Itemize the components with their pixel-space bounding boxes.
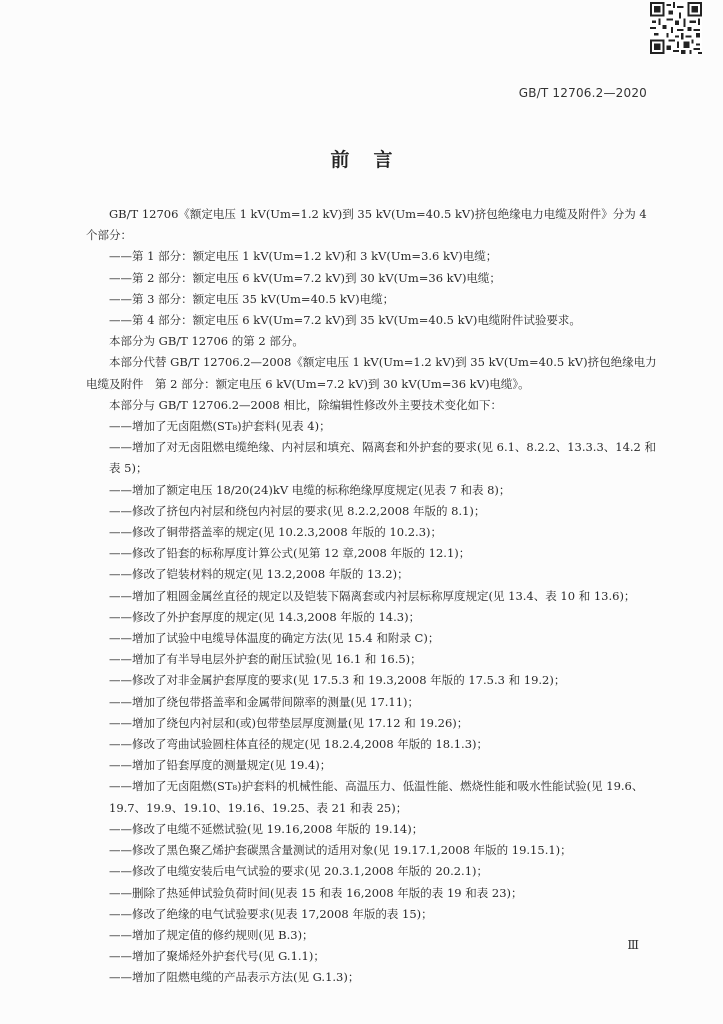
page-number: Ⅲ — [627, 938, 639, 952]
scope-paragraph: 本部分为 GB/T 12706 的第 2 部分。 — [109, 334, 304, 349]
list-item: ——修改了外护套厚度的规定(见 14.3,2008 年版的 14.3)； — [109, 609, 421, 624]
list-item: ——修改了挤包内衬层和绕包内衬层的要求(见 8.2.2,2008 年版的 8.1)； — [109, 503, 486, 518]
list-item: ——修改了电缆不延燃试验(见 19.16,2008 年版的 19.14)； — [109, 821, 424, 836]
list-item: ——增加了阻燃电缆的产品表示方法(见 G.1.3)； — [109, 970, 360, 985]
list-item: ——第 3 部分：额定电压 35 kV(Um=40.5 kV)电缆； — [109, 291, 395, 306]
list-item: ——增加了聚烯烃外护套代号(见 G.1.1)； — [109, 949, 325, 964]
intro-paragraph: GB/T 12706《额定电压 1 kV(Um=1.2 kV)到 35 kV(Um=40.5 kV)挤包绝缘电力电缆及附件》分为 4 个部分： — [86, 207, 647, 243]
list-item: ——修改了黑色聚乙烯护套碳黑含量测试的适用对象(见 19.17.1,2008 年版的 19.15.1)； — [109, 843, 572, 858]
list-item: ——增加了无卤阻燃(ST₈)护套料的机械性能、高温压力、低温性能、燃烧性能和吸水性能试验(见 19.6、19.7、19.9、19.10、19.16、19.25、表 21 和表 25)； — [109, 779, 644, 815]
list-item: ——增加了额定电压 18/20(24)kV 电缆的标称绝缘厚度规定(见表 7 和表 8)； — [109, 482, 511, 497]
changes-intro-paragraph: 本部分与 GB/T 12706.2—2008 相比，除编辑性修改外主要技术变化如下： — [109, 397, 502, 412]
list-item: ——增加了有半导电层外护套的耐压试验(见 16.1 和 16.5)； — [109, 652, 422, 667]
list-item: ——修改了铠装材料的规定(见 13.2,2008 年版的 13.2)； — [109, 567, 409, 582]
list-item: ——修改了电缆安装后电气试验的要求(见 20.3.1,2008 年版的 20.2.1)； — [109, 864, 489, 879]
list-item: ——增加了规定值的修约规则(见 B.3)； — [109, 927, 314, 942]
replaces-paragraph: 本部分代替 GB/T 12706.2—2008《额定电压 1 kV(Um=1.2 kV)到 35 kV(Um=40.5 kV)挤包绝缘电力电缆及附件 第 2 部分：额定电压 6 kV(Um=7.2 kV)到 30 kV(Um=36 kV)电缆》。 — [86, 355, 657, 391]
list-item: ——修改了对非金属护套厚度的要求(见 17.5.3 和 19.3,2008 年版的 17.5.3 和 19.2)； — [109, 673, 566, 688]
list-item: ——增加了粗圆金属丝直径的规定以及铠装下隔离套或内衬层标称厚度规定(见 13.4、表 10 和 13.6)； — [109, 588, 636, 603]
page-title: 前言 — [330, 149, 417, 171]
list-item: ——增加了绕包内衬层和(或)包带垫层厚度测量(见 17.12 和 19.26)； — [109, 715, 469, 730]
list-item: ——第 4 部分：额定电压 6 kV(Um=7.2 kV)到 35 kV(Um=40.5 kV)电缆附件试验要求。 — [109, 313, 581, 328]
list-item: ——第 1 部分：额定电压 1 kV(Um=1.2 kV)和 3 kV(Um=3.6 kV)电缆； — [109, 249, 498, 264]
foreword-body — [86, 204, 658, 989]
list-item: ——增加了无卤阻燃(ST₈)护套料(见表 4)； — [109, 419, 331, 434]
standard-number: GB/T 12706.2—2020 — [518, 86, 647, 100]
list-item: ——删除了热延伸试验负荷时间(见表 15 和表 16,2008 年版的表 19 和表 23)； — [109, 885, 523, 900]
list-item: ——修改了弯曲试验圆柱体直径的规定(见 18.2.4,2008 年版的 18.1.3)； — [109, 737, 489, 752]
list-item: ——增加了对无卤阻燃电缆绝缘、内衬层和填充、隔离套和外护套的要求(见 6.1、8.2.2、13.3.3、14.2 和表 5)； — [109, 440, 657, 476]
list-item: ——修改了铅套的标称厚度计算公式(见第 12 章,2008 年版的 12.1)； — [109, 546, 471, 561]
list-item: ——修改了绝缘的电气试验要求(见表 17,2008 年版的表 15)； — [109, 906, 433, 921]
list-item: ——修改了铜带搭盖率的规定(见 10.2.3,2008 年版的 10.2.3)； — [109, 525, 443, 540]
list-item: ——第 2 部分：额定电压 6 kV(Um=7.2 kV)到 30 kV(Um=36 kV)电缆； — [109, 270, 501, 285]
list-item: ——增加了试验中电缆导体温度的确定方法(见 15.4 和附录 C)； — [109, 631, 440, 646]
qr-code-icon — [650, 2, 702, 54]
list-item: ——增加了铅套厚度的测量规定(见 19.4)； — [109, 758, 332, 773]
list-item: ——增加了绕包带搭盖率和金属带间隙率的测量(见 17.11)； — [109, 694, 420, 709]
